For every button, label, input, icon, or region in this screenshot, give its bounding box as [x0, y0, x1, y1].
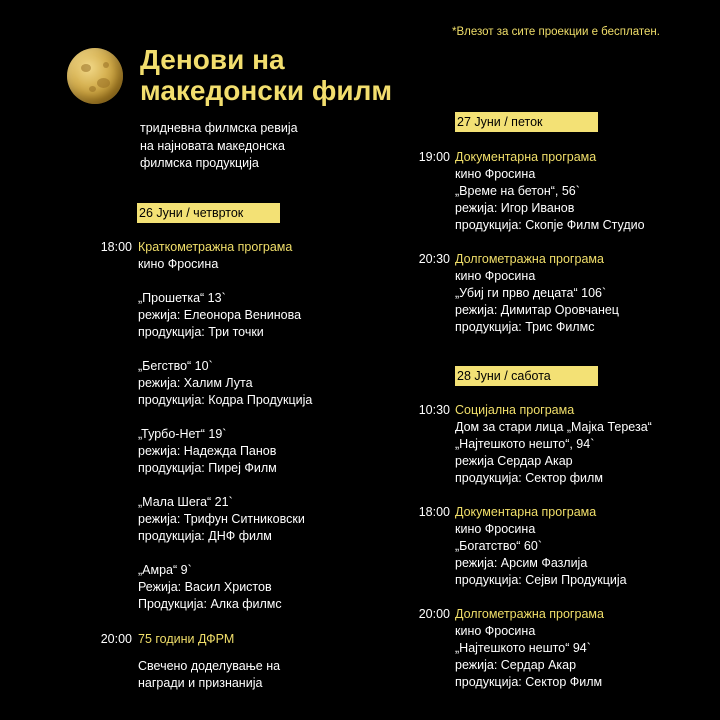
screening-line: режија: Сердар Акар [455, 658, 577, 672]
event-description: Свечено доделување на [138, 659, 281, 673]
screening-time: 10:30 [418, 403, 450, 417]
film-production: продукција: Пиреј Филм [138, 461, 277, 475]
film-title: „Мала Шега“ 21` [138, 495, 233, 509]
film-director: режија: Халим Лута [138, 376, 253, 390]
page-title [140, 44, 392, 106]
day-header-27: 27 Јуни / петок [455, 112, 598, 132]
film-production: продукција: ДНФ филм [138, 529, 272, 543]
screening-time: 20:00 [100, 632, 132, 646]
screening-line: „Време на бетон“, 56` [455, 184, 580, 198]
program-name: Краткометражна програма [138, 240, 293, 254]
screening-time: 20:00 [418, 607, 450, 621]
title-line: македонски филм [140, 75, 393, 106]
film-director: режија: Надежда Панов [138, 444, 277, 458]
program-name: Долгометражна програма [455, 252, 604, 266]
film-director: Режија: Васил Христов [138, 580, 272, 594]
film-director: режија: Елеонора Венинова [138, 308, 302, 322]
screening-time: 18:00 [418, 505, 450, 519]
moon-icon [67, 48, 123, 104]
screening-line: кино Фросина [455, 624, 536, 638]
screening-line: режија: Игор Иванов [455, 201, 575, 215]
program-name: 75 години ДФРМ [138, 632, 235, 646]
title-line: Денови на [140, 44, 285, 75]
film-production: Продукција: Алка филмс [138, 597, 282, 611]
screening-line: продукција: Сектор Филм [455, 675, 603, 689]
film-production: продукција: Три точки [138, 325, 264, 339]
screening-line: „Убиј ги прво децата“ 106` [455, 286, 607, 300]
subtitle-line: филмска продукција [140, 156, 259, 170]
program-name: Долгометражна програма [455, 607, 604, 621]
film-title: „Бегство“ 10` [138, 359, 213, 373]
screening-line: „Најтешкото нешто“ 94` [455, 641, 591, 655]
screening-line: „Најтешкото нешто“, 94` [455, 437, 595, 451]
screening-line: режија: Димитар Оровчанец [455, 303, 619, 317]
film-title: „Турбо-Нет“ 19` [138, 427, 227, 441]
program-name: Документарна програма [455, 505, 597, 519]
screening-line: режија Сердар Акар [455, 454, 573, 468]
screening-line: Дом за стари лица „Мајка Тереза“ [455, 420, 652, 434]
day-header-28: 28 Јуни / сабота [455, 366, 598, 386]
screening-time: 18:00 [100, 240, 132, 254]
screening-line: кино Фросина [455, 167, 536, 181]
screening-time: 19:00 [418, 150, 450, 164]
film-title: „Амра“ 9` [138, 563, 192, 577]
event-description: награди и признанија [138, 676, 263, 690]
screening-line: продукција: Сејви Продукција [455, 573, 627, 587]
program-name: Документарна програма [455, 150, 597, 164]
subtitle [140, 120, 298, 173]
film-director: режија: Трифун Ситниковски [138, 512, 305, 526]
screening-line: кино Фросина [455, 522, 536, 536]
film-title: „Прошетка“ 13` [138, 291, 226, 305]
venue: кино Фросина [138, 257, 219, 271]
free-entry-note: *Влезот за сите проекции е бесплатен. [452, 26, 660, 38]
program-name: Социјална програма [455, 403, 575, 417]
day-header-26: 26 Јуни / четврток [137, 203, 280, 223]
screening-line: продукција: Трис Филмс [455, 320, 595, 334]
screening-time: 20:30 [418, 252, 450, 266]
film-production: продукција: Кодра Продукција [138, 393, 313, 407]
subtitle-line: тридневна филмска ревија [140, 121, 298, 135]
screening-line: продукција: Сектор филм [455, 471, 603, 485]
screening-line: „Богатство“ 60` [455, 539, 542, 553]
screening-line: продукција: Скопје Филм Студио [455, 218, 645, 232]
subtitle-line: на најновата македонска [140, 138, 285, 153]
screening-line: кино Фросина [455, 269, 536, 283]
screening-line: режија: Арсим Фазлија [455, 556, 588, 570]
